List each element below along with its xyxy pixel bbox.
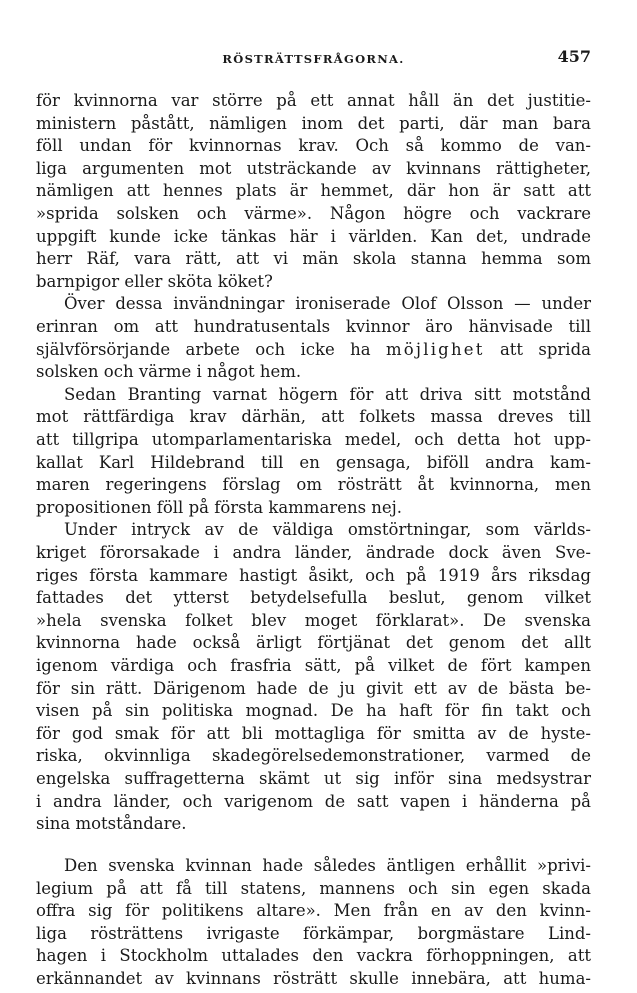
text-line: propositionen föll på första kammarens nej. [36, 497, 403, 517]
text-line: Över dessa invändningar ironiserade Olof Olsson — under [64, 294, 591, 314]
text-line: visen på sin politiska mognad. De ha haft för fin takt och [36, 701, 591, 721]
running-head-title: RÖSTRÄTTSFRÅGORNA. [222, 52, 405, 66]
text-line: Den svenska kvinnan hade således äntligen erhållit »privi- [64, 856, 591, 875]
text-line: herr Räf, vara rätt, att vi män skola stanna hemma som [36, 249, 591, 269]
text-line: uppgift kunde icke tänkas här i världen. Kan det, undrade [36, 226, 591, 246]
text-line: »sprida solsken och värme». Någon högre och vackrare [36, 204, 591, 223]
text-line: hagen i Stockholm uttalades den vackra förhoppningen, att [36, 946, 591, 966]
text-line: att tillgripa utomparlamentariska medel, och detta hot upp- [36, 430, 591, 449]
text-line: barnpigor eller sköta köket? [36, 271, 273, 291]
text-line: för kvinnorna var större på ett annat håll än det justitie- [36, 91, 591, 110]
text-line: offra sig för politikens altare». Men från en av den kvinn- [36, 901, 591, 921]
text-line: i andra länder, och varigenom de satt vapen i händerna på [36, 791, 591, 811]
text-segment: att sprida [499, 339, 591, 359]
text-line: sina motståndare. [36, 814, 187, 834]
text-line: liga rösträttens ivrigaste förkämpar, borgmästare Lind- [36, 923, 591, 943]
text-line: Under intryck av de väldiga omstörtningar, som världs- [64, 520, 591, 540]
text-line: kvinnorna hade också ärligt förtjänat det genom det allt [36, 633, 591, 653]
text-line: föll undan för kvinnornas krav. Och så kommo de van- [36, 136, 591, 156]
text-line: erkännandet av kvinnans rösträtt skulle innebära, att huma- [36, 969, 591, 988]
text-line: solsken och värme i något hem. [36, 362, 302, 382]
page-number: 457 [557, 47, 591, 66]
text-line: kriget förorsakade i andra länder, ändrade dock även Sve- [36, 543, 591, 562]
text-segment: självförsörjande arbete och icke ha [36, 339, 371, 359]
text-line: nämligen att hennes plats är hemmet, där hon är satt att [36, 181, 591, 201]
text-line: liga argumenten mot utsträckande av kvinnans rättigheter, [36, 158, 591, 178]
text-line: mot rättfärdiga krav därhän, att folkets massa dreves till [36, 407, 591, 427]
text-line: legium på att få till statens, mannens och sin egen skada [36, 878, 591, 898]
text-line: Sedan Branting varnat högern för att driva sitt motstånd [64, 384, 591, 404]
running-head [36, 47, 591, 69]
text-line: igenom värdiga och frasfria sätt, på vilket de fört kampen [36, 656, 591, 675]
text-line: maren regeringens förslag om rösträtt åt kvinnorna, men [36, 475, 591, 495]
text-line: ministern påstått, nämligen inom det parti, där man bara [36, 113, 591, 133]
text-line: riska, okvinnliga skadegörelsedemonstrationer, varmed de [36, 746, 591, 766]
text-line: för sin rätt. Därigenom hade de ju givit ett av de bästa be- [36, 678, 591, 698]
emphasized-word: möjlighet [385, 339, 485, 359]
text-line: erinran om att hundratusentals kvinnor äro hänvisade till [36, 317, 591, 336]
text-line: »hela svenska folket blev moget förklarat». De svenska [36, 610, 591, 630]
text-line: riges första kammare hastigt åsikt, och på 1919 års riksdag [36, 565, 591, 585]
text-line: fattades det ytterst betydelsefulla beslut, genom vilket [36, 588, 591, 608]
text-line: för god smak för att bli mottagliga för smitta av de hyste- [36, 723, 591, 743]
text-line [36, 339, 591, 362]
text-line: kallat Karl Hildebrand till en gensaga, biföll andra kam- [36, 452, 591, 472]
text-line: engelska suffragetterna skämt ut sig inför sina medsystrar [36, 769, 591, 788]
